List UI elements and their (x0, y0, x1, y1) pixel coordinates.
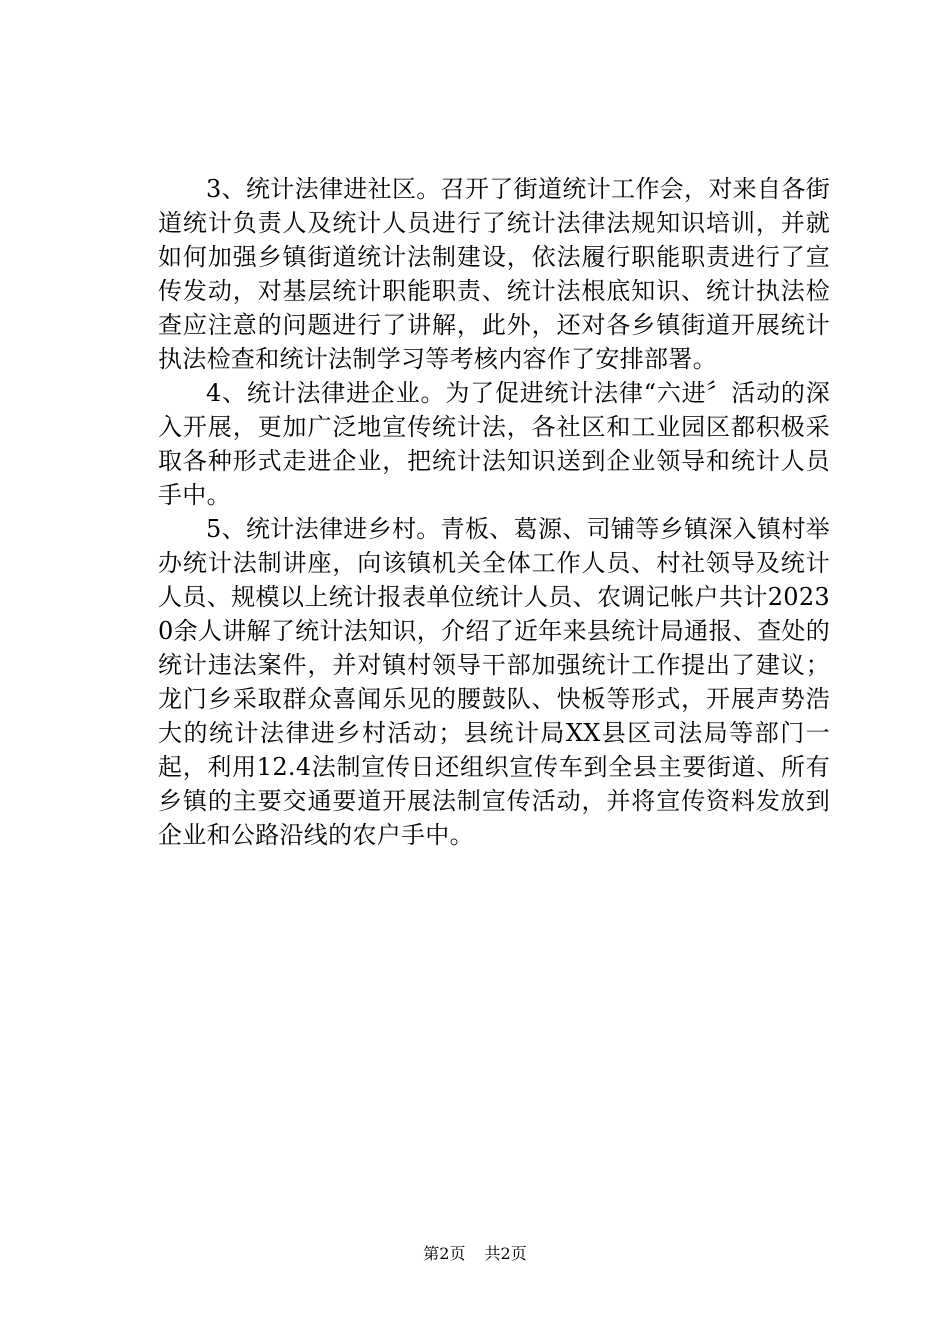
document-body (158, 172, 830, 852)
paragraph-village: 5、统计法律进乡村。青板、葛源、司铺等乡镇深入镇村举办统计法制讲座，向该镇机关全体工作人员、村社领导及统计人员、规模以上统计报表单位统计人员、农调记帐户共计20230余人讲解了统计法知识，介绍了近年来县统计局通报、查处的统计违法案件，并对镇村领导干部加强统计工作提出了建议；龙门乡采取群众喜闻乐见的腰鼓队、快板等形式，开展声势浩大的统计法律进乡村活动；县统计局XX县区司法局等部门一起，利用12.4法制宣传日还组织宣传车到全县主要街道、所有乡镇的主要交通要道开展法制宣传活动，并将宣传资料发放到企业和公路沿线的农户手中。 (158, 515, 830, 849)
page-total: 共2页 (484, 1244, 527, 1263)
paragraph-enterprise: 4、统计法律进企业。为了促进统计法律“六进〞活动的深入开展，更加广泛地宣传统计法，各社区和工业园区都积极采取各种形式走进企业，把统计法知识送到企业领导和统计人员手中。 (158, 379, 830, 509)
page-number: 第2页 (423, 1244, 466, 1263)
paragraph-community: 3、统计法律进社区。召开了街道统计工作会，对来自各街道统计负责人及统计人员进行了统计法律法规知识培训，并就如何加强乡镇街道统计法制建设，依法履行职能职责进行了宣传发动，对基层统计职能职责、统计法根底知识、统计执法检查应注意的问题进行了讲解，此外，还对各乡镇街道开展统计执法检查和统计法制学习等考核内容作了安排部署。 (158, 175, 830, 373)
page-footer (0, 1243, 950, 1265)
